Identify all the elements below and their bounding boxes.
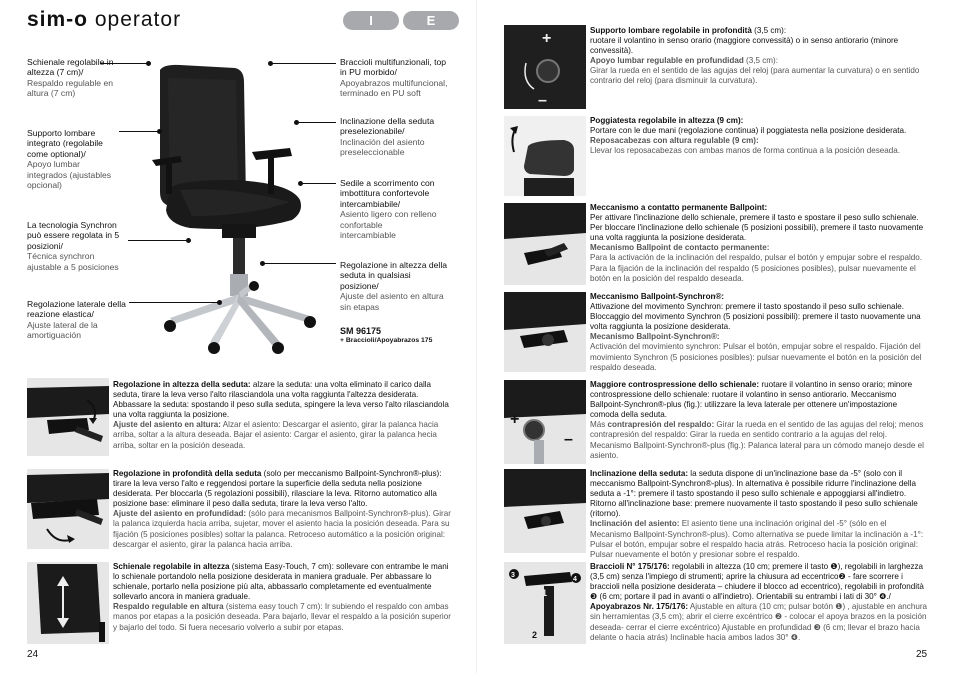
synchron-button-image <box>504 292 586 372</box>
svg-text:4: 4 <box>573 576 577 583</box>
svg-text:3: 3 <box>511 572 515 579</box>
model-accessory: + Braccioli/Apoyabrazos 175 <box>340 337 433 344</box>
label-sliding-seat: Sedile a scorrimento con imbottitura confortevole intercambiabile/ Asiento ligero con relleno confortable intercambiable <box>340 178 437 241</box>
label-lumbar: Supporto lombare integrato (regolabile come optional)/ Apoyo lumbar integrados (ajustables opcional) <box>27 128 112 191</box>
label-armrest: Braccioli multifunzionali, top in PU morbido/ Apoyabrazos multifuncional, terminado en PU soft <box>340 57 448 99</box>
page-gutter <box>476 0 477 673</box>
leader-dot <box>217 300 222 305</box>
svg-text:+: + <box>542 30 552 47</box>
label-seat-height: Regolazione in altezza della seduta in qualsiasi posizione/ Ajuste del asiento en altura sin etapas <box>340 260 448 312</box>
headrest-instructions: Poggiatesta regolabile in altezza (9 cm): Portare con le due mani (regolazione continua) il poggiatesta nella posizione desiderata. Reposacabezas con altura regulable (9 cm): Llevar los reposacabezas con ambas manos de forma continua a la posición deseada. <box>590 116 907 156</box>
ballpoint-button-image <box>504 203 586 285</box>
leader-dot <box>186 238 191 243</box>
seat-height-lever-image <box>27 378 109 456</box>
leader-dot <box>157 129 162 134</box>
leader-dot <box>294 120 299 125</box>
label-synchron: La tecnologia Synchron può essere regolata in 5 posizioni/ Técnica synchron ajustable a 5 posiciones <box>27 220 120 272</box>
language-tab-spanish[interactable]: E <box>403 11 459 30</box>
svg-text:–: – <box>538 92 547 109</box>
brand-title: sim-o operator <box>27 8 182 31</box>
leader-line <box>296 122 336 123</box>
armrest-adjust-image <box>504 562 586 644</box>
lumbar-instructions: Supporto lombare regolabile in profondità (3,5 cm): ruotare il volantino in senso orario (maggiore convessità) o in senso antiorario (minore convessità). Apoyo lumbar regulable en profundidad (3,5 cm): Girar la rueda en el sentido de las agujas del reloj (para aumentar la curvatura) o en sentido contrario del reloj (para disminuir la curvatura). <box>590 26 920 86</box>
label-lateral: Regolazione laterale della reazione elastica/ Ajuste lateral de la amortiguación <box>27 299 126 341</box>
backrest-height-image <box>27 562 109 644</box>
leader-line <box>270 63 336 64</box>
ballpoint-instructions: Meccanismo a contatto permanente Ballpoint: Per attivare l'inclinazione dello schienale, premere il tasto e spostare il peso sullo schienale. Per bloccare l'inclinazione dello schienale (5 posizioni possibili), premere il tasto nuovamente una volta raggiunta la posizione desiderata. Mecanismo Ballpoint de contacto permanente: Para la activación de la inclinación del respaldo, pulsar el botón y empujar sobre el respaldo. Para la fijación de la inclinación del respaldo (5 posiciones posibles), pulsar nuevamente el botón en la posición del respaldo deseada. <box>590 203 924 283</box>
office-chair-image <box>140 60 340 360</box>
armrest-instructions: Braccioli N° 175/176: regolabili in altezza (10 cm; premere il tasto ❶), regolabili in larghezza (3,5 cm) senza l'impiego di strumenti; aprire la chiusura ad eccentrico❷ - fare scorrere i braccioli nella posizione desiderata – chiudere il blocco ad eccentrico), regolabili in profondità ❸ (6 cm; portare il pad in avanti o all'indietro). Orientabili su entrambi i lati di 30° ❹./ Apoyabrazos Nr. 175/176: Ajustable en altura (10 cm; pulsar botón ❶) , ajustable en anchura sin herramientas (3,5 cm); abrir el cierre excéntrico ❷ - colocar el apoya brazos en la posición deseada- cerrar el cierre excéntrico) Ajustable en profundidad ❸ (6 cm; llevar el brazo hacia delante o hacia atrás) Inclinable hacia ambos lados 30° ❹. <box>590 562 928 642</box>
backrest-tension-image <box>504 380 586 464</box>
backrest-tension-instructions: Maggiore controspressione dello schienale: ruotare il volantino in senso orario; minore controspressione dello schienale: ruotare il volantino in senso antiorario. Meccanismo Ballpoint-Synchron®-plus (fig.): utilizzare la leva laterale per ottenere un'impostazione comoda della seduta. Más contrapresión del respaldo: Girar la rueda en el sentido de las agujas del reloj; menos contrapresión del respaldo: Girar la rueda en sentido contrario a la agujas del reloj. Mecanismo Ballpoint-Synchron®-plus (fig.): Palanca lateral para un cómodo manejo desde el asiento. <box>590 380 924 460</box>
leader-line <box>262 263 336 264</box>
label-seat-incline: Inclinazione della seduta preselezionabile/ Inclinación del asiento preseleccionable <box>340 116 435 158</box>
page-number-right: 25 <box>916 649 928 660</box>
leader-line <box>128 240 188 241</box>
leader-dot <box>298 181 303 186</box>
leader-dot <box>260 261 265 266</box>
leader-line <box>129 302 219 303</box>
svg-text:2: 2 <box>532 630 538 640</box>
leader-line <box>300 183 336 184</box>
seat-depth-instructions: Regolazione in profondità della seduta (solo per meccanismo Ballpoint-Synchron®-plus): tirare la leva verso l'alto e reggendosi portare la superficie della seduta nella posizione desiderata. Per bloccarla (5 regolazioni possibili), rilasciare la leva. Ritorno automatico alla posizione base: eliminare il peso dalla seduta, tirare la leva verso l'alto. Ajuste del asiento en profundidad: (sólo para mecanismos Ballpoint-Synchron®-plus). Girar la palanca izquierda hacia arriba, sujetar, mover el asiento hacia la posición deseada. Para su fijación (5 posiciones posibles) soltar la palanca. Retroceso automático a la posición original: descargar el asiento, girar la palanca hacia arriba. <box>113 469 451 549</box>
svg-text:1: 1 <box>542 588 548 598</box>
page-number-left: 24 <box>27 649 39 660</box>
seat-height-instructions: Regolazione in altezza della seduta: alzare la seduta: una volta eliminato il carico dalla seduta, tirare la leva verso l'alto rilasciandola una volta raggiunta l'altezza desiderata. Abbassare la seduta: spostando il peso sulla seduta, spingere la leva verso l'alto rilasciandola una volta raggiunta la posizione. Ajuste del asiento en altura: Alzar el asiento: Descargar el asiento, girar la palanca hacia arriba, soltar a la altura deseada. Bajar el asiento: Cargar el asiento, girar la palanca hecia arriba, soltar en la posición deseada. <box>113 380 449 450</box>
synchron-instructions: Meccanismo Ballpoint-Synchron®: Attivazione del movimento Synchron: premere il tasto spostando il peso sullo schienale. Bloccaggio del movimento Synchron (5 posizioni possibili): premere il tasto nuovamente una volta raggiunta la posizione desiderata. Mecanismo Ballpoint-Synchron®: Activación del movimiento synchron: Pulsar el botón, empujar sobre el respaldo. Fijación del movimiento Synchron (5 posiciones posibles): pulsar nuevamente el botón en la posición del respaldo deseada. <box>590 292 922 372</box>
language-tabs <box>343 11 459 30</box>
model-number: SM 96175 <box>340 326 382 336</box>
svg-text:–: – <box>564 431 573 448</box>
leader-dot <box>268 61 273 66</box>
svg-text:+: + <box>510 411 520 428</box>
leader-line <box>119 131 159 132</box>
headrest-image <box>504 116 586 196</box>
backrest-height-instructions: Schienale regolabile in altezza (sistema Easy-Touch, 7 cm): sollevare con entrambe le mani lo schienale portandolo nella posizione desiderata in maniera graduale. Per abbassare lo schienale, portarlo nella posizione più alta, abbassarlo completamente ed eventualmente sollevarlo ancora in maniera graduale. Respaldo regulable en altura (sistema easy touch 7 cm): Ir subiendo el respaldo con ambas manos por etapas a la posición deseada. Para bajarlo, llevar el respaldo a la posición superior y bajarlo del todo. Si fuera necesario volverlo a subir por etapas. <box>113 562 451 632</box>
language-tab-italian[interactable]: I <box>343 11 399 30</box>
seat-incline-instructions: Inclinazione della seduta: la seduta dispone di un'inclinazione base da -5° (solo con il meccanismo Ballpoint-Synchron®-plus). In alternativa è possibile ridurre l'inclinazione della seduta a -1°: premere il tasto spostando il peso sullo schienale e appoggiarsi all'indietro. Ritorno all'inclinazione base: premere nuovamente il tasto spostando il peso sullo schienale (ritorno). Inclinación del asiento: El asiento tiene una inclinación original del -5° (sólo en el Mecanismo Ballpoint-Synchron®-plus). Como alternativa se puede limitar la inclinación a -1°: Pulsar el botón, empujar sobre el respaldo hacia atrás. Retroceso hacia la posición original: Pulsar nuevamente el botón y presionar sobre el respaldo. <box>590 469 924 559</box>
seat-depth-lever-image <box>27 469 109 549</box>
label-backrest: Schienale regolabile in altezza (7 cm)/ Respaldo regulable en altura (7 cm) <box>27 57 114 99</box>
lumbar-wheel-image <box>504 25 586 109</box>
seat-incline-image <box>504 469 586 553</box>
leader-dot <box>146 61 151 66</box>
